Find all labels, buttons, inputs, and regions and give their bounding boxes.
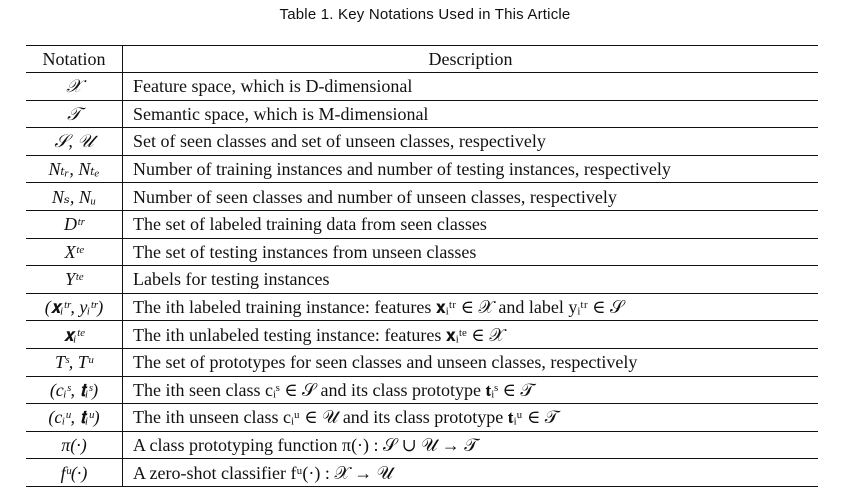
table-row bbox=[26, 73, 818, 101]
description-cell: The ith unseen class cᵢᵘ ∈ 𝒰 and its class prototype 𝐭ᵢᵘ ∈ 𝒯 bbox=[133, 407, 559, 428]
table-row bbox=[26, 128, 818, 156]
notation-cell: fᵘ(·) bbox=[26, 459, 123, 487]
description-cell: Labels for testing instances bbox=[133, 269, 330, 290]
description-cell: The set of testing instances from unseen classes bbox=[133, 241, 477, 262]
notation-cell: (cᵢᵘ, 𝐭ᵢᵘ) bbox=[26, 404, 123, 432]
description-cell: A class prototyping function π(·) : 𝒮 ∪ 𝒰 → 𝒯 bbox=[133, 435, 479, 456]
table-row bbox=[26, 266, 818, 294]
description-cell: Feature space, which is D-dimensional bbox=[133, 76, 413, 97]
description-cell: The ith labeled training instance: features 𝐱ᵢᵗʳ ∈ 𝒳 and label yᵢᵗʳ ∈ 𝒮 bbox=[133, 297, 624, 318]
table-row bbox=[26, 183, 818, 211]
table-row bbox=[26, 376, 818, 404]
description-cell: The set of labeled training data from seen classes bbox=[133, 214, 487, 235]
notation-cell: 𝒮, 𝒰 bbox=[26, 128, 123, 156]
description-cell: A zero-shot classifier fᵘ(·) : 𝒳 → 𝒰 bbox=[133, 462, 394, 483]
table-row bbox=[26, 459, 818, 487]
description-header: Description bbox=[428, 49, 513, 69]
notation-cell: Xᵗᵉ bbox=[26, 238, 123, 266]
table-row bbox=[26, 348, 818, 376]
notation-cell: (cᵢˢ, 𝐭ᵢˢ) bbox=[26, 376, 123, 404]
table-row bbox=[26, 155, 818, 183]
description-cell: Semantic space, which is M-dimensional bbox=[133, 103, 429, 124]
description-cell: Set of seen classes and set of unseen classes, respectively bbox=[133, 131, 546, 152]
table-row bbox=[26, 100, 818, 128]
table-row bbox=[26, 210, 818, 238]
table-caption: Table 1. Key Notations Used in This Article bbox=[279, 6, 571, 23]
table-row bbox=[26, 238, 818, 266]
table-row bbox=[26, 404, 818, 432]
notation-cell: Dᵗʳ bbox=[26, 210, 123, 238]
notation-cell: π(·) bbox=[26, 431, 123, 459]
notation-cell: 𝐱ᵢᵗᵉ bbox=[26, 321, 123, 349]
notation-cell: Nₜᵣ, Nₜₑ bbox=[26, 155, 123, 183]
notation-cell: Yᵗᵉ bbox=[26, 266, 123, 294]
description-cell: The set of prototypes for seen classes and unseen classes, respectively bbox=[133, 352, 638, 373]
notation-cell: (𝐱ᵢᵗʳ, yᵢᵗʳ) bbox=[26, 293, 123, 321]
notation-cell: 𝒳 bbox=[26, 73, 123, 101]
notation-cell: 𝒯 bbox=[26, 100, 123, 128]
table-row bbox=[26, 431, 818, 459]
description-cell: The ith seen class cᵢˢ ∈ 𝒮 and its class prototype 𝐭ᵢˢ ∈ 𝒯 bbox=[133, 379, 535, 400]
table-row bbox=[26, 321, 818, 349]
description-cell: Number of training instances and number of testing instances, respectively bbox=[133, 159, 671, 180]
notation-cell: Nₛ, Nᵤ bbox=[26, 183, 123, 211]
notation-table bbox=[26, 45, 818, 487]
table-row bbox=[26, 293, 818, 321]
description-cell: Number of seen classes and number of unseen classes, respectively bbox=[133, 186, 617, 207]
description-cell: The ith unlabeled testing instance: features 𝐱ᵢᵗᵉ ∈ 𝒳 bbox=[133, 324, 505, 345]
notation-header: Notation bbox=[26, 46, 123, 73]
table-header-row bbox=[26, 46, 818, 73]
notation-cell: Tˢ, Tᵘ bbox=[26, 348, 123, 376]
